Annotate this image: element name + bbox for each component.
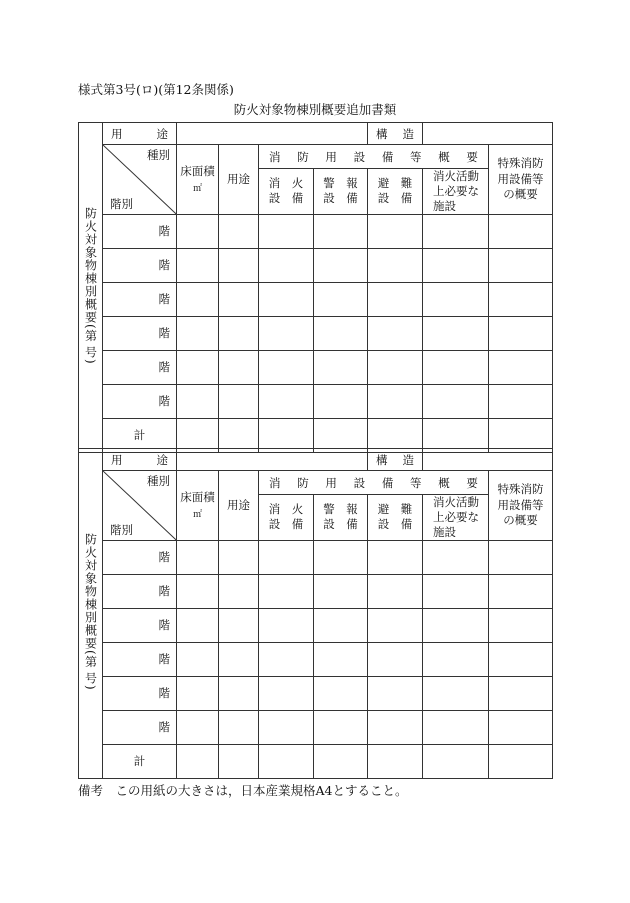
structure-label-cell: 構 造 <box>368 123 423 145</box>
cell-input[interactable] <box>489 248 553 282</box>
usage-input[interactable] <box>177 123 368 145</box>
cell-input[interactable] <box>259 744 314 778</box>
cell-input[interactable] <box>489 316 553 350</box>
cell-input[interactable] <box>177 676 219 710</box>
cell-input[interactable] <box>177 744 219 778</box>
cell-input[interactable] <box>314 710 368 744</box>
cell-input[interactable] <box>368 608 423 642</box>
cell-input[interactable] <box>423 676 489 710</box>
structure-input[interactable] <box>423 449 553 471</box>
special-equipment-header: 特殊消防 用設備等 の概要 <box>489 145 553 215</box>
floor-area-header: 床面積 ㎡ <box>177 145 219 215</box>
cell-input[interactable] <box>423 248 489 282</box>
type-label: 種別 <box>147 474 170 488</box>
cell-input[interactable] <box>314 676 368 710</box>
alarm-header: 警 報 設 備 <box>314 495 368 541</box>
cell-input[interactable] <box>423 540 489 574</box>
floor-label: 階 <box>103 710 177 744</box>
cell-input[interactable] <box>259 350 314 384</box>
cell-input[interactable] <box>423 574 489 608</box>
cell-input[interactable] <box>177 282 219 316</box>
cell-input[interactable] <box>314 350 368 384</box>
cell-input[interactable] <box>423 642 489 676</box>
cell-input[interactable] <box>314 248 368 282</box>
cell-input[interactable] <box>368 676 423 710</box>
cell-input[interactable] <box>489 608 553 642</box>
usage-input[interactable] <box>177 449 368 471</box>
usage-column-header: 用途 <box>219 145 259 215</box>
alarm-header: 警 報 設 備 <box>314 169 368 215</box>
cell-input[interactable] <box>177 248 219 282</box>
floor-type-label: 階別 <box>110 196 133 211</box>
cell-input[interactable] <box>368 316 423 350</box>
floor-label: 階 <box>103 540 177 574</box>
cell-input[interactable] <box>423 608 489 642</box>
cell-input[interactable] <box>314 384 368 418</box>
floor-label: 階 <box>103 574 177 608</box>
cell-input[interactable] <box>368 574 423 608</box>
cell-input[interactable] <box>423 710 489 744</box>
usage-column-header: 用途 <box>219 471 259 541</box>
side-label-top: 防火対象物棟別概要(第 <box>83 207 98 343</box>
cell-input[interactable] <box>368 744 423 778</box>
cell-input[interactable] <box>177 214 219 248</box>
fire-extinguishing-header: 消 火 設 備 <box>259 495 314 541</box>
cell-input[interactable] <box>489 384 553 418</box>
cell-input[interactable] <box>259 574 314 608</box>
side-label-cell <box>79 449 103 779</box>
cell-input[interactable] <box>219 676 259 710</box>
cell-input[interactable] <box>368 540 423 574</box>
total-label: 計 <box>103 418 177 452</box>
floor-label: 階 <box>103 676 177 710</box>
cell-input[interactable] <box>489 282 553 316</box>
side-label-bottom: 号) <box>83 671 98 691</box>
cell-input[interactable] <box>489 642 553 676</box>
building-overview-table-1 <box>78 122 553 453</box>
cell-input[interactable] <box>423 350 489 384</box>
cell-input[interactable] <box>219 710 259 744</box>
evacuation-header: 避 難 設 備 <box>368 495 423 541</box>
cell-input[interactable] <box>177 710 219 744</box>
cell-input[interactable] <box>368 214 423 248</box>
floor-label: 階 <box>103 248 177 282</box>
firefighting-facilities-header: 消火活動 上必要な 施設 <box>423 495 489 541</box>
cell-input[interactable] <box>177 642 219 676</box>
cell-input[interactable] <box>219 642 259 676</box>
cell-input[interactable] <box>219 608 259 642</box>
equipment-overview-header: 消 防 用 設 備 等 概 要 <box>259 145 489 169</box>
building-overview-table-2 <box>78 448 553 779</box>
cell-input[interactable] <box>219 350 259 384</box>
usage-label-cell: 用 途 <box>103 449 177 471</box>
cell-input[interactable] <box>314 642 368 676</box>
cell-input[interactable] <box>368 282 423 316</box>
floor-label: 階 <box>103 642 177 676</box>
structure-input[interactable] <box>423 123 553 145</box>
cell-input[interactable] <box>219 574 259 608</box>
cell-input[interactable] <box>314 282 368 316</box>
cell-input[interactable] <box>489 744 553 778</box>
cell-input[interactable] <box>314 316 368 350</box>
remark-note: 備考 この用紙の大きさは，日本産業規格A4とすること。 <box>78 783 408 798</box>
cell-input[interactable] <box>368 384 423 418</box>
cell-input[interactable] <box>423 282 489 316</box>
cell-input[interactable] <box>368 710 423 744</box>
cell-input[interactable] <box>314 608 368 642</box>
cell-input[interactable] <box>423 214 489 248</box>
type-label: 種別 <box>147 148 170 162</box>
cell-input[interactable] <box>314 540 368 574</box>
cell-input[interactable] <box>219 214 259 248</box>
cell-input[interactable] <box>423 316 489 350</box>
usage-label-cell: 用 途 <box>103 123 177 145</box>
cell-input[interactable] <box>314 744 368 778</box>
cell-input[interactable] <box>368 642 423 676</box>
floor-label: 階 <box>103 608 177 642</box>
floor-area-header: 床面積 ㎡ <box>177 471 219 541</box>
cell-input[interactable] <box>219 282 259 316</box>
equipment-overview-header: 消 防 用 設 備 等 概 要 <box>259 471 489 495</box>
cell-input[interactable] <box>489 540 553 574</box>
cell-input[interactable] <box>259 608 314 642</box>
fire-extinguishing-header: 消 火 設 備 <box>259 169 314 215</box>
floor-label: 階 <box>103 384 177 418</box>
cell-input[interactable] <box>259 282 314 316</box>
cell-input[interactable] <box>489 574 553 608</box>
side-label-top: 防火対象物棟別概要(第 <box>83 533 98 669</box>
floor-label: 階 <box>103 282 177 316</box>
floor-label: 階 <box>103 316 177 350</box>
cell-input[interactable] <box>368 350 423 384</box>
cell-input[interactable] <box>177 350 219 384</box>
cell-input[interactable] <box>219 316 259 350</box>
side-label-bottom: 号) <box>83 345 98 365</box>
cell-input[interactable] <box>177 608 219 642</box>
cell-input[interactable] <box>489 350 553 384</box>
evacuation-header: 避 難 設 備 <box>368 169 423 215</box>
cell-input[interactable] <box>259 710 314 744</box>
cell-input[interactable] <box>219 540 259 574</box>
cell-input[interactable] <box>423 744 489 778</box>
cell-input[interactable] <box>177 384 219 418</box>
floor-label: 階 <box>103 350 177 384</box>
cell-input[interactable] <box>259 248 314 282</box>
cell-input[interactable] <box>219 384 259 418</box>
structure-label-cell: 構 造 <box>368 449 423 471</box>
cell-input[interactable] <box>259 316 314 350</box>
cell-input[interactable] <box>177 540 219 574</box>
firefighting-facilities-header: 消火活動 上必要な 施設 <box>423 169 489 215</box>
cell-input[interactable] <box>219 248 259 282</box>
form-number-label: 様式第3号(ロ)(第12条関係) <box>78 82 234 97</box>
cell-input[interactable] <box>489 710 553 744</box>
floor-label: 階 <box>103 214 177 248</box>
cell-input[interactable] <box>219 744 259 778</box>
diagonal-header-cell <box>103 145 177 215</box>
total-label: 計 <box>103 744 177 778</box>
floor-type-label: 階別 <box>110 522 133 537</box>
cell-input[interactable] <box>259 214 314 248</box>
side-label-cell <box>79 123 103 453</box>
cell-input[interactable] <box>489 214 553 248</box>
cell-input[interactable] <box>259 540 314 574</box>
cell-input[interactable] <box>368 248 423 282</box>
cell-input[interactable] <box>423 384 489 418</box>
cell-input[interactable] <box>259 384 314 418</box>
cell-input[interactable] <box>177 574 219 608</box>
cell-input[interactable] <box>259 642 314 676</box>
special-equipment-header: 特殊消防 用設備等 の概要 <box>489 471 553 541</box>
cell-input[interactable] <box>314 574 368 608</box>
cell-input[interactable] <box>489 676 553 710</box>
cell-input[interactable] <box>259 676 314 710</box>
cell-input[interactable] <box>314 214 368 248</box>
document-title: 防火対象物棟別概要追加書類 <box>233 102 397 117</box>
diagonal-header-cell <box>103 471 177 541</box>
cell-input[interactable] <box>177 316 219 350</box>
